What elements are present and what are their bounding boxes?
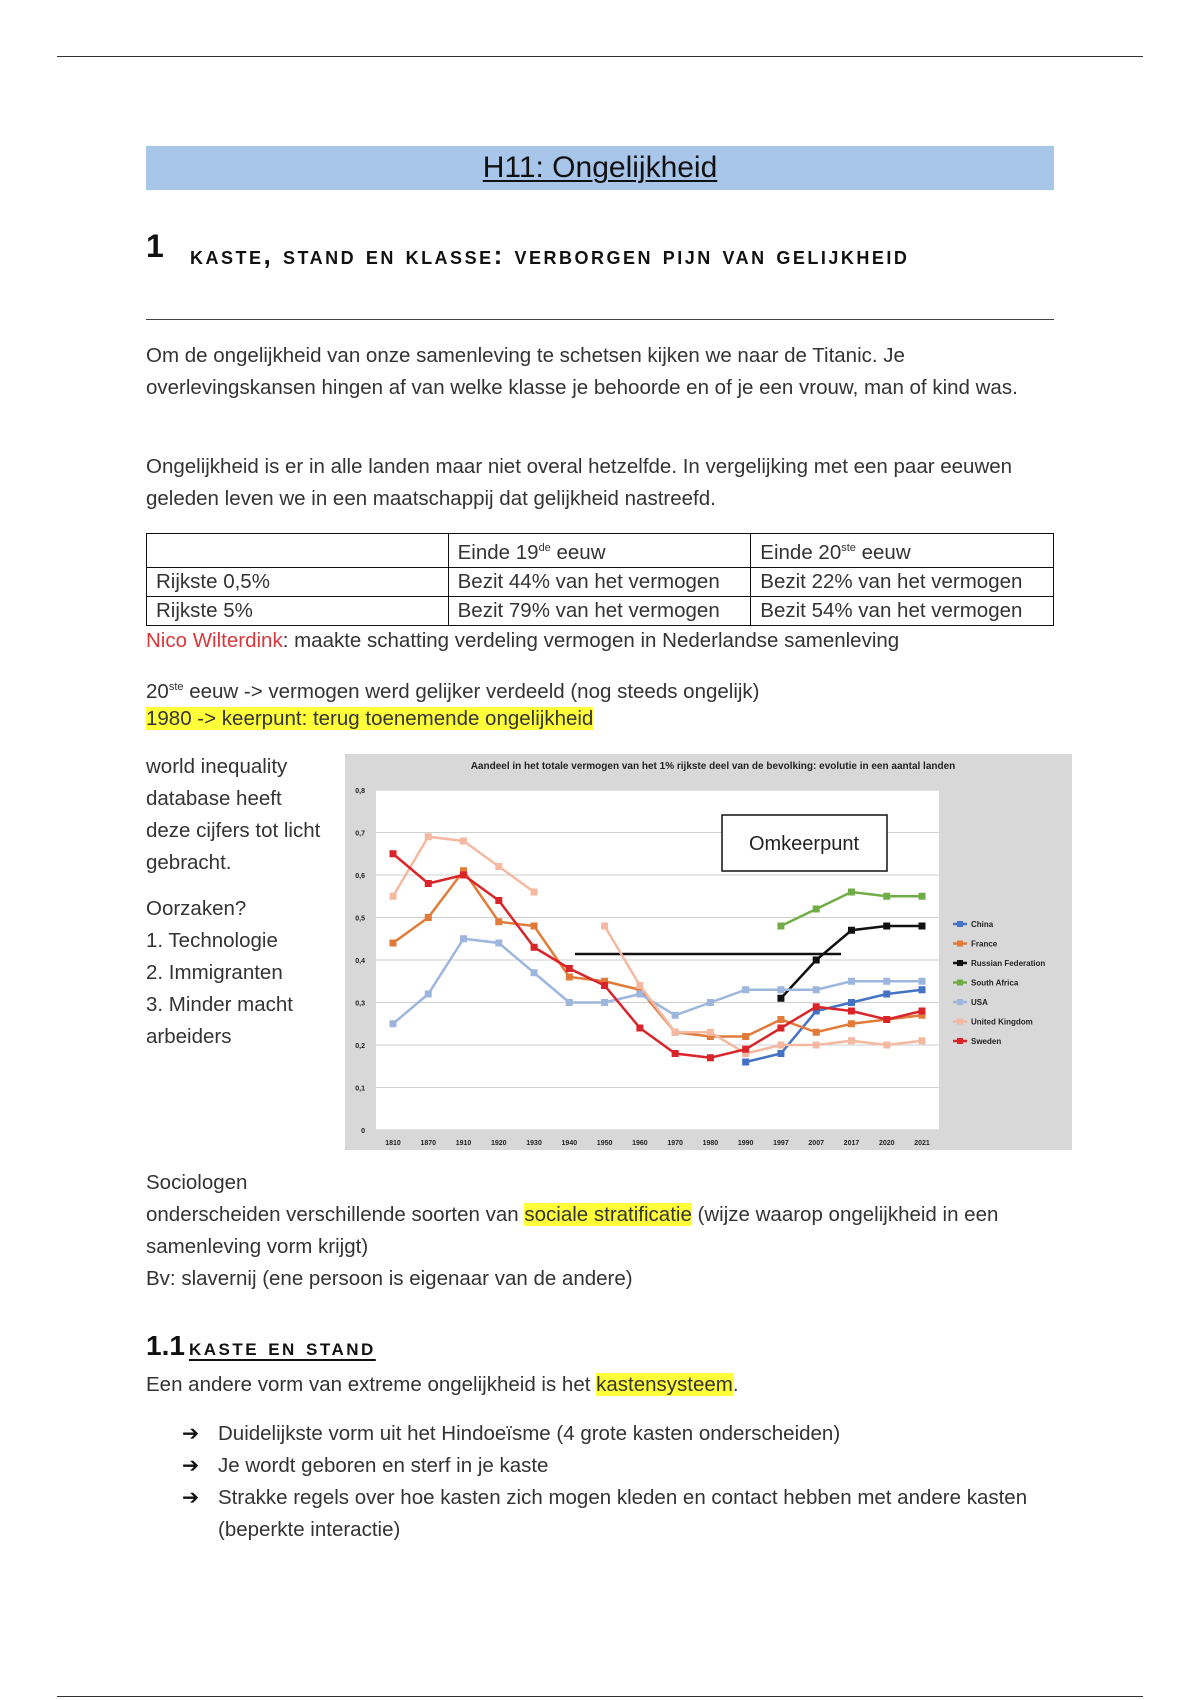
table-row-label: Rijkste 5% xyxy=(147,596,449,625)
oorzaak-item: 1. Technologie xyxy=(146,929,278,952)
data-point-france xyxy=(848,1020,855,1027)
legend-label: Sweden xyxy=(971,1037,1002,1046)
data-point-united-kingdom xyxy=(495,863,502,870)
data-point-united-kingdom xyxy=(777,1042,784,1049)
x-tick-label: 2021 xyxy=(914,1140,930,1147)
y-tick-label: 0,1 xyxy=(355,1085,365,1093)
data-point-sweden xyxy=(566,965,573,972)
data-point-united-kingdom xyxy=(848,1037,855,1044)
heading-1-rule xyxy=(146,319,1054,320)
oorzaken-label: Oorzaken? xyxy=(146,897,247,920)
table-header-19e: Einde 19de eeuw xyxy=(448,534,751,568)
page-title-bar xyxy=(146,146,1054,190)
x-tick-label: 1970 xyxy=(667,1140,683,1147)
legend-label: USA xyxy=(971,998,988,1007)
keerpunt-highlight: 1980 -> keerpunt: terug toenemende ongelijkheid xyxy=(146,707,594,730)
oorzaak-item: 2. Immigranten xyxy=(146,961,283,984)
x-tick-label: 1997 xyxy=(773,1140,789,1147)
data-point-france xyxy=(813,1029,820,1036)
data-point-usa xyxy=(883,978,890,985)
x-tick-label: 1930 xyxy=(526,1140,542,1147)
heading-2-text: kaste en stand xyxy=(188,1334,376,1361)
data-point-usa xyxy=(672,1012,679,1019)
data-point-united-kingdom xyxy=(601,923,608,930)
heading-1-number: 1 xyxy=(146,228,164,264)
data-point-united-kingdom xyxy=(460,838,467,845)
list-item: ➔ Je wordt geboren en sterf in je kaste xyxy=(180,1450,1040,1482)
table-cell: Bezit 44% van het vermogen xyxy=(448,567,751,596)
data-point-russian-federation xyxy=(883,923,890,930)
data-point-china xyxy=(777,1050,784,1057)
data-point-usa xyxy=(566,999,573,1006)
data-point-usa xyxy=(813,986,820,993)
sociologen-line2: onderscheiden verschillende soorten van sociale stratificatie (wijze waarop ongelijkheid in een samenleving vorm krijgt) xyxy=(146,1203,999,1258)
data-point-usa xyxy=(707,999,714,1006)
data-point-usa xyxy=(460,935,467,942)
omkeerpunt-label: Omkeerpunt xyxy=(748,833,860,855)
legend-swatch-marker xyxy=(957,980,963,986)
table-header-20e: Einde 20ste eeuw xyxy=(751,534,1054,568)
y-tick-label: 0 xyxy=(361,1128,365,1135)
table-cell-empty xyxy=(147,534,449,568)
page-bottom-rule xyxy=(57,1696,1143,1697)
chart-svg xyxy=(345,754,1072,1150)
x-tick-label: 2007 xyxy=(808,1140,824,1147)
legend-label: United Kingdom xyxy=(971,1017,1033,1027)
data-point-france xyxy=(742,1033,749,1040)
chart-title: Aandeel in het totale vermogen van het 1% rijkste deel van de bevolking: evolutie in een aantal landen xyxy=(470,761,956,772)
data-point-china xyxy=(742,1059,749,1066)
table-cell: Bezit 54% van het vermogen xyxy=(751,596,1054,625)
x-tick-label: 1950 xyxy=(596,1140,613,1147)
data-point-usa xyxy=(390,1020,397,1027)
data-point-united-kingdom xyxy=(707,1029,714,1036)
data-point-sweden xyxy=(672,1050,679,1057)
x-tick-label: 1940 xyxy=(561,1140,578,1147)
table-row xyxy=(147,596,1054,625)
inequality-chart xyxy=(345,754,1072,1150)
x-tick-label: 2020 xyxy=(878,1140,895,1147)
vermogen-table xyxy=(146,533,1054,626)
data-point-sweden xyxy=(495,897,502,904)
data-point-united-kingdom xyxy=(531,889,538,896)
legend-label: China xyxy=(971,920,994,929)
kaste-bullet-list xyxy=(180,1418,1040,1546)
legend-label: South Africa xyxy=(971,978,1019,988)
data-point-usa xyxy=(601,999,608,1006)
table-header-row xyxy=(147,534,1054,568)
data-point-usa xyxy=(777,986,784,993)
sociologen-bv: Bv: slavernij (ene persoon is eigenaar van de andere) xyxy=(146,1267,633,1290)
data-point-united-kingdom xyxy=(919,1037,926,1044)
page-title: H11: Ongelijkheid xyxy=(482,151,718,184)
table-row xyxy=(147,567,1054,596)
sociologen-line1: Sociologen xyxy=(146,1171,248,1194)
data-point-sweden xyxy=(813,1003,820,1010)
legend-swatch-marker xyxy=(957,999,963,1005)
data-point-usa xyxy=(495,940,502,947)
data-point-sweden xyxy=(777,1025,784,1032)
heading-2 xyxy=(146,1330,388,1362)
data-point-south-africa xyxy=(919,893,926,900)
data-point-china xyxy=(883,991,890,998)
data-point-usa xyxy=(531,969,538,976)
data-point-france xyxy=(777,1016,784,1023)
data-point-sweden xyxy=(742,1046,749,1053)
data-point-usa xyxy=(919,978,926,985)
wilterdink-name: Nico Wilterdink xyxy=(146,629,283,652)
data-point-russian-federation xyxy=(848,927,855,934)
y-tick-label: 0,2 xyxy=(355,1043,365,1050)
data-point-china xyxy=(919,986,926,993)
x-tick-label: 1810 xyxy=(385,1140,401,1147)
data-point-sweden xyxy=(390,850,397,857)
table-cell: Bezit 79% van het vermogen xyxy=(448,596,751,625)
data-point-usa xyxy=(636,991,643,998)
data-point-south-africa xyxy=(883,893,890,900)
data-point-france xyxy=(425,914,432,921)
list-item: ➔ Duidelijkste vorm uit het Hindoeïsme (4 grote kasten onderscheiden) xyxy=(180,1418,1040,1450)
data-point-sweden xyxy=(531,944,538,951)
x-tick-label: 1960 xyxy=(632,1140,648,1147)
data-point-south-africa xyxy=(813,906,820,913)
page-top-rule xyxy=(57,56,1143,57)
data-point-usa xyxy=(742,986,749,993)
data-point-france xyxy=(495,918,502,925)
century-line: 20ste eeuw -> vermogen werd gelijker verdeeld (nog steeds ongelijk) xyxy=(146,679,760,703)
heading-1-text: kaste, stand en klasse: verborgen pijn van gelijkheid xyxy=(190,240,910,270)
arrow-icon: ➔ xyxy=(182,1486,200,1509)
table-cell: Bezit 22% van het vermogen xyxy=(751,567,1054,596)
data-point-south-africa xyxy=(777,923,784,930)
table-row-label: Rijkste 0,5% xyxy=(147,567,449,596)
y-tick-label: 0,5 xyxy=(355,915,365,923)
data-point-russian-federation xyxy=(813,957,820,964)
data-point-sweden xyxy=(883,1016,890,1023)
y-tick-label: 0,7 xyxy=(355,830,365,838)
y-tick-label: 0,4 xyxy=(355,958,365,965)
x-tick-label: 1910 xyxy=(455,1140,472,1147)
data-point-russian-federation xyxy=(777,995,784,1002)
data-point-sweden xyxy=(636,1025,643,1032)
sociologen-paragraph xyxy=(146,1167,1046,1295)
legend-label: France xyxy=(971,939,998,949)
data-point-united-kingdom xyxy=(636,982,643,989)
data-point-france xyxy=(566,974,573,981)
data-point-usa xyxy=(848,978,855,985)
x-tick-label: 1990 xyxy=(737,1140,754,1147)
data-point-sweden xyxy=(601,982,608,989)
data-point-sweden xyxy=(425,880,432,887)
legend-swatch-marker xyxy=(957,921,963,927)
legend-swatch-marker xyxy=(957,1019,963,1025)
arrow-icon: ➔ xyxy=(182,1422,200,1445)
paragraph-titanic: Om de ongelijkheid van onze samenleving te schetsen kijken we naar de Titanic. Je overlevingskansen hingen af van welke klasse je behoorde en of je een vrouw, man of kind was. xyxy=(146,344,1018,399)
heading-2-number: 1.1 xyxy=(146,1330,185,1361)
kaste-paragraph: Een andere vorm van extreme ongelijkheid is het kastensysteem. xyxy=(146,1373,739,1396)
data-point-sweden xyxy=(848,1008,855,1015)
y-tick-label: 0,3 xyxy=(355,1000,365,1008)
y-tick-label: 0,6 xyxy=(355,873,365,880)
data-point-china xyxy=(848,999,855,1006)
data-point-united-kingdom xyxy=(672,1029,679,1036)
x-tick-label: 1870 xyxy=(420,1140,437,1147)
side-intro: world inequality database heeft deze cijfers tot licht gebracht. xyxy=(146,755,321,874)
side-text xyxy=(146,751,321,1053)
x-tick-label: 1920 xyxy=(491,1140,507,1147)
legend-swatch-marker xyxy=(957,960,963,966)
data-point-united-kingdom xyxy=(425,833,432,840)
data-point-united-kingdom xyxy=(813,1042,820,1049)
data-point-sweden xyxy=(460,872,467,879)
data-point-usa xyxy=(425,991,432,998)
y-tick-label: 0,8 xyxy=(355,788,365,795)
wilterdink-line xyxy=(146,625,1046,657)
x-tick-label: 2017 xyxy=(843,1140,860,1147)
legend-swatch-marker xyxy=(957,941,963,947)
paragraph-ongelijkheid: Ongelijkheid is er in alle landen maar niet overal hetzelfde. In vergelijking met een paar eeuwen geleden leven we in een maatschappij dat gelijkheid nastreefd. xyxy=(146,455,1013,510)
data-point-russian-federation xyxy=(919,923,926,930)
wilterdink-rest: : maakte schatting verdeling vermogen in Nederlandse samenleving xyxy=(282,629,900,652)
stratificatie-highlight: sociale stratificatie xyxy=(524,1203,692,1226)
data-point-united-kingdom xyxy=(883,1042,890,1049)
arrow-icon: ➔ xyxy=(182,1454,200,1477)
oorzaak-item: 3. Minder macht arbeiders xyxy=(146,993,293,1048)
data-point-france xyxy=(531,923,538,930)
data-point-france xyxy=(390,940,397,947)
legend-swatch-marker xyxy=(957,1038,963,1044)
data-point-united-kingdom xyxy=(390,893,397,900)
data-point-sweden xyxy=(707,1054,714,1061)
data-point-sweden xyxy=(919,1008,926,1015)
legend-label: Russian Federation xyxy=(971,959,1046,968)
list-item: ➔ Strakke regels over hoe kasten zich mogen kleden en contact hebben met andere kasten (beperkte interactie) xyxy=(180,1482,1040,1546)
x-tick-label: 1980 xyxy=(702,1140,719,1147)
data-point-south-africa xyxy=(848,889,855,896)
keerpunt-line xyxy=(146,703,1046,735)
kastensysteem-highlight: kastensysteem xyxy=(596,1373,733,1396)
